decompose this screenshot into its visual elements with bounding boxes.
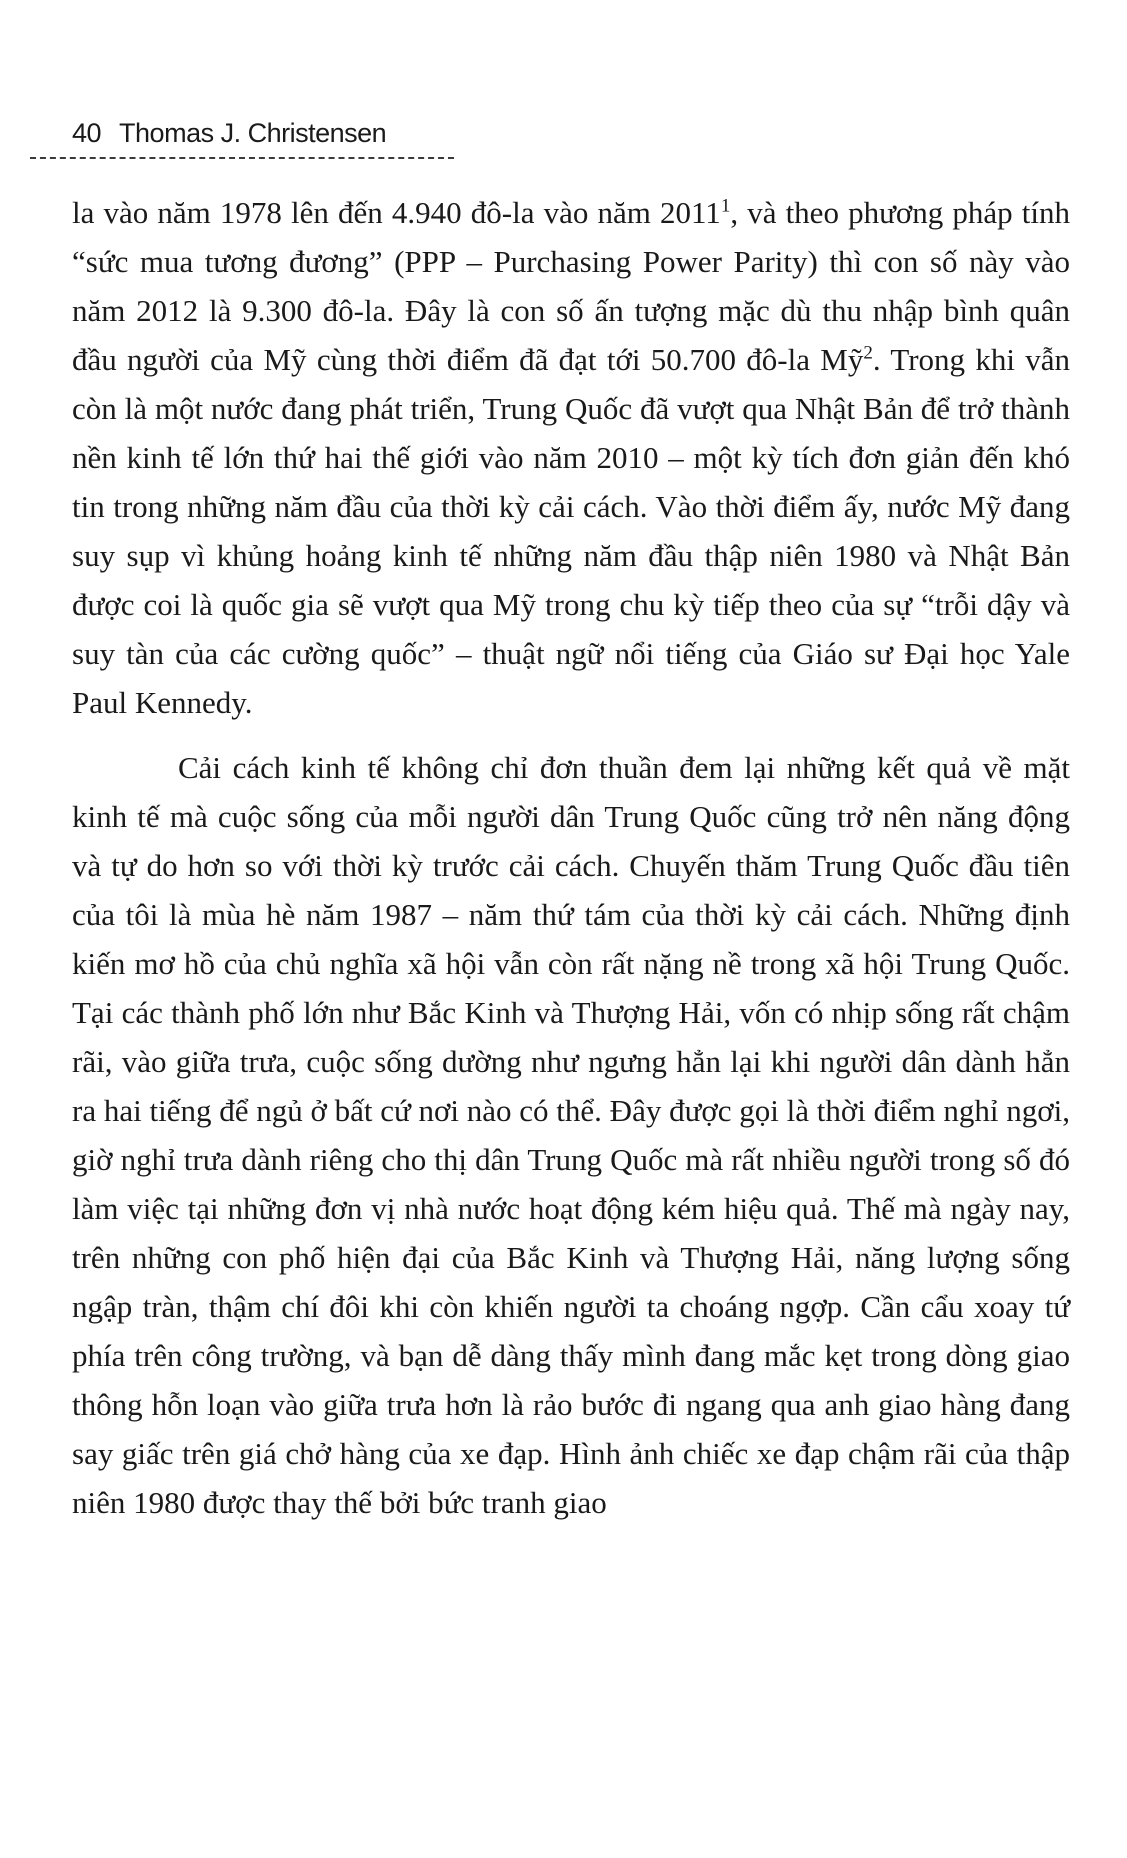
paragraph	[72, 188, 1070, 727]
page-number: 40	[72, 118, 102, 148]
paragraph-text: . Trong khi vẫn còn là một nước đang phát triển, Trung Quốc đã vượt qua Nhật Bản để trở thành nền kinh tế lớn thứ hai thế giới vào năm 2010 – một kỳ tích đơn giản đến khó tin trong những năm đầu của thời kỳ cải cách. Vào thời điểm ấy, nước Mỹ đang suy sụp vì khủng hoảng kinh tế những năm đầu thập niên 1980 và Nhật Bản được coi là quốc gia sẽ vượt qua Mỹ trong chu kỳ tiếp theo của sự “trỗi dậy và suy tàn của các cường quốc” – thuật ngữ nổi tiếng của Giáo sư Đại học Yale Paul Kennedy.	[72, 342, 1070, 720]
paragraph: Cải cách kinh tế không chỉ đơn thuần đem lại những kết quả về mặt kinh tế mà cuộc sống của mỗi người dân Trung Quốc cũng trở nên năng động và tự do hơn so với thời kỳ trước cải cách. Chuyến thăm Trung Quốc đầu tiên của tôi là mùa hè năm 1987 – năm thứ tám của thời kỳ cải cách. Những định kiến mơ hồ của chủ nghĩa xã hội vẫn còn rất nặng nề trong xã hội Trung Quốc. Tại các thành phố lớn như Bắc Kinh và Thượng Hải, vốn có nhịp sống rất chậm rãi, vào giữa trưa, cuộc sống dường như ngưng hẳn lại khi người dân dành hẳn ra hai tiếng để ngủ ở bất cứ nơi nào có thể. Đây được gọi là thời điểm nghỉ ngơi, giờ nghỉ trưa dành riêng cho thị dân Trung Quốc mà rất nhiều người trong số đó làm việc tại những đơn vị nhà nước hoạt động kém hiệu quả. Thế mà ngày nay, trên những con phố hiện đại của Bắc Kinh và Thượng Hải, năng lượng sống ngập tràn, thậm chí đôi khi còn khiến người ta choáng ngợp. Cần cẩu xoay tứ phía trên công trường, và bạn dễ dàng thấy mình đang mắc kẹt trong dòng giao thông hỗn loạn vào giữa trưa hơn là rảo bước đi ngang qua anh giao hàng đang say giấc trên giá chở hàng của xe đạp. Hình ảnh chiếc xe đạp chậm rãi của thập niên 1980 được thay thế bởi bức tranh giao	[72, 750, 1070, 1520]
footnote-marker: 2	[863, 342, 873, 364]
body-text	[72, 188, 1070, 1527]
header-divider	[30, 157, 454, 159]
footnote-marker: 1	[720, 195, 731, 217]
running-header	[72, 118, 386, 149]
paragraph-text: , và theo phương pháp tính “sức mua tương đương” (PPP – Purchasing Power Parity) thì con số này vào năm 2012 là 9.300 đô-la. Đây là con số ấn tượng mặc dù thu nhập bình quân đầu người của Mỹ cùng thời điểm đã đạt tới 50.700 đô-la Mỹ	[72, 195, 1070, 377]
paragraph-text: la vào năm 1978 lên đến 4.940 đô-la vào năm 2011	[72, 195, 721, 230]
author-name: Thomas J. Christensen	[119, 118, 387, 148]
